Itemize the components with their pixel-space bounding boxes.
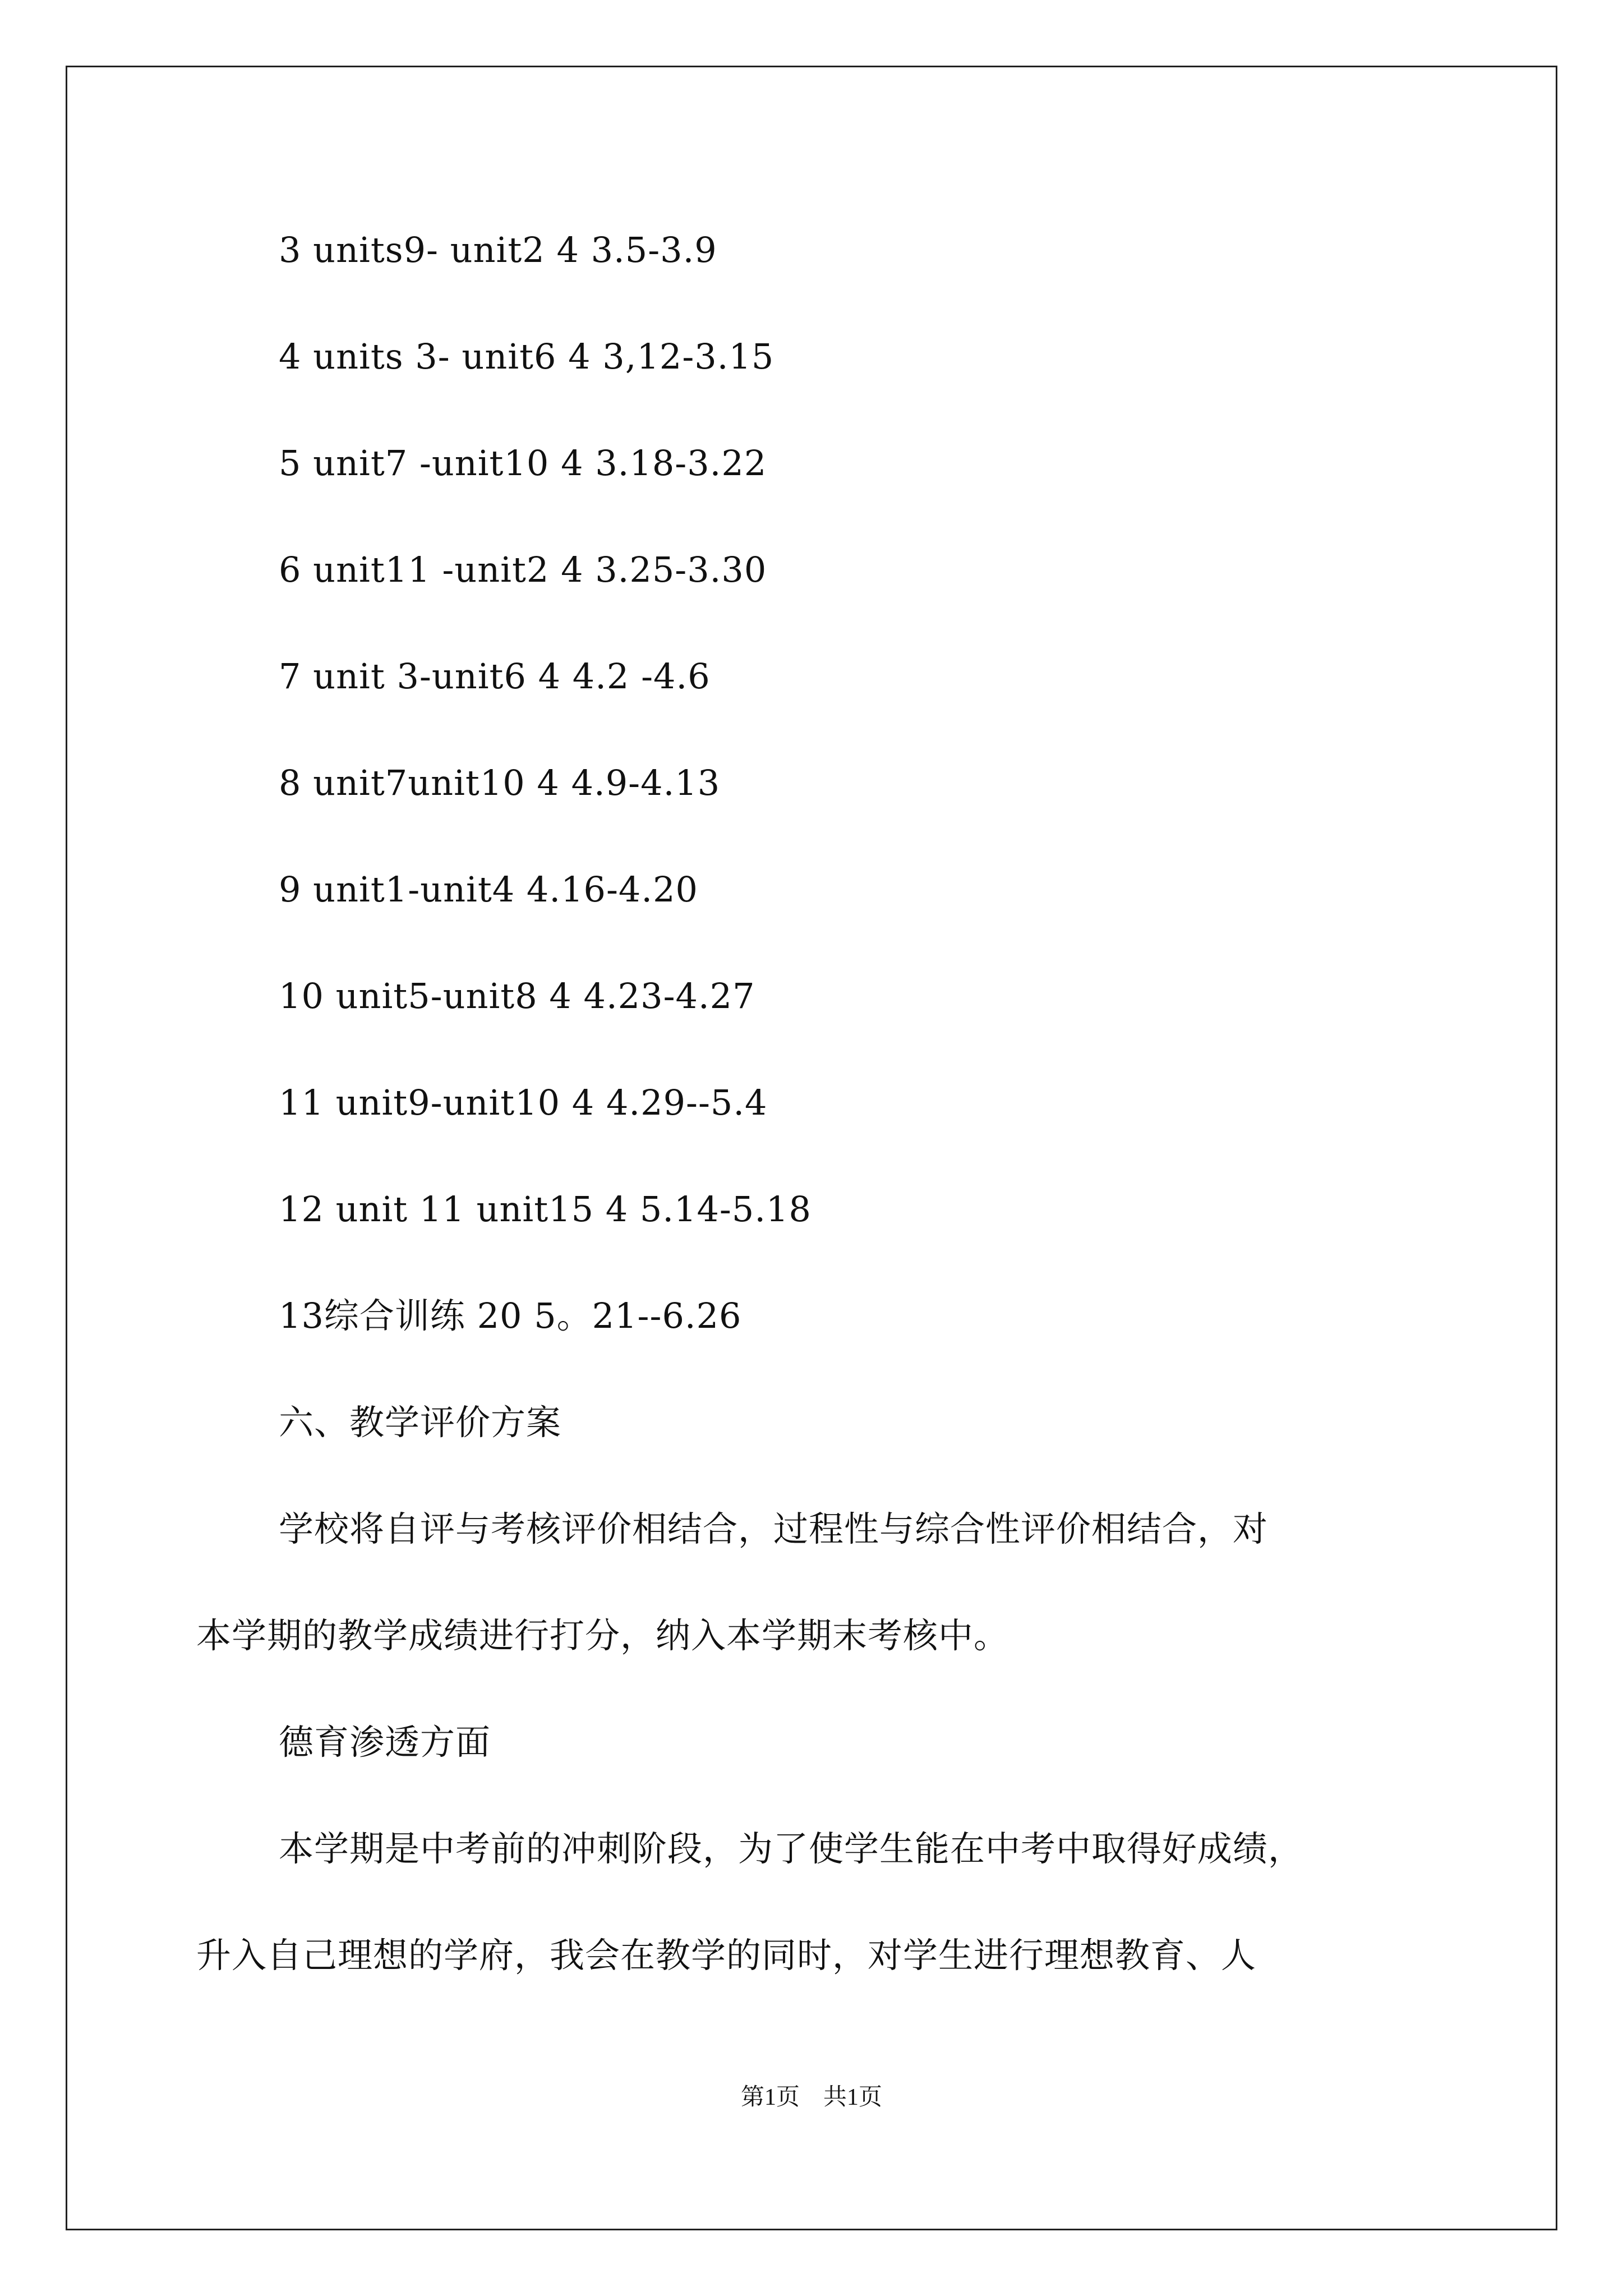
- schedule-line-10: 10 unit5-unit8 4 4.23-4.27: [279, 976, 755, 1016]
- section-heading-evaluation: 六、教学评价方案: [279, 1402, 562, 1443]
- schedule-line-7: 7 unit 3-unit6 4 4.2 -4.6: [279, 656, 711, 697]
- schedule-line-8: 8 unit7unit10 4 4.9-4.13: [279, 762, 721, 803]
- moral-paragraph-line-2: 升入自己理想的学府，我会在教学的同时，对学生进行理想教育、人: [196, 1935, 1257, 1976]
- schedule-line-4: 4 units 3- unit6 4 3,12-3.15: [279, 336, 774, 377]
- schedule-line-5: 5 unit7 -unit10 4 3.18-3.22: [279, 443, 767, 484]
- schedule-line-3: 3 units9- unit2 4 3.5-3.9: [279, 229, 717, 270]
- schedule-line-11: 11 unit9-unit10 4 4.29--5.4: [279, 1082, 768, 1123]
- schedule-line-9: 9 unit1-unit4 4.16-4.20: [279, 869, 698, 910]
- page-footer: 第1页 共1页: [740, 2085, 882, 2110]
- evaluation-paragraph-line-2: 本学期的教学成绩进行打分，纳入本学期末考核中。: [196, 1615, 1009, 1656]
- moral-paragraph-line-1: 本学期是中考前的冲刺阶段，为了使学生能在中考中取得好成绩，: [279, 1828, 1304, 1869]
- schedule-line-13: 13综合训练 20 5。21--6.26: [279, 1295, 742, 1336]
- page-border: [66, 66, 1557, 2230]
- schedule-line-6: 6 unit11 -unit2 4 3.25-3.30: [279, 549, 767, 590]
- evaluation-paragraph-line-1: 学校将自评与考核评价相结合，过程性与综合性评价相结合，对: [279, 1508, 1269, 1549]
- schedule-line-12: 12 unit 11 unit15 4 5.14-5.18: [279, 1189, 811, 1230]
- moral-education-heading: 德育渗透方面: [279, 1722, 491, 1763]
